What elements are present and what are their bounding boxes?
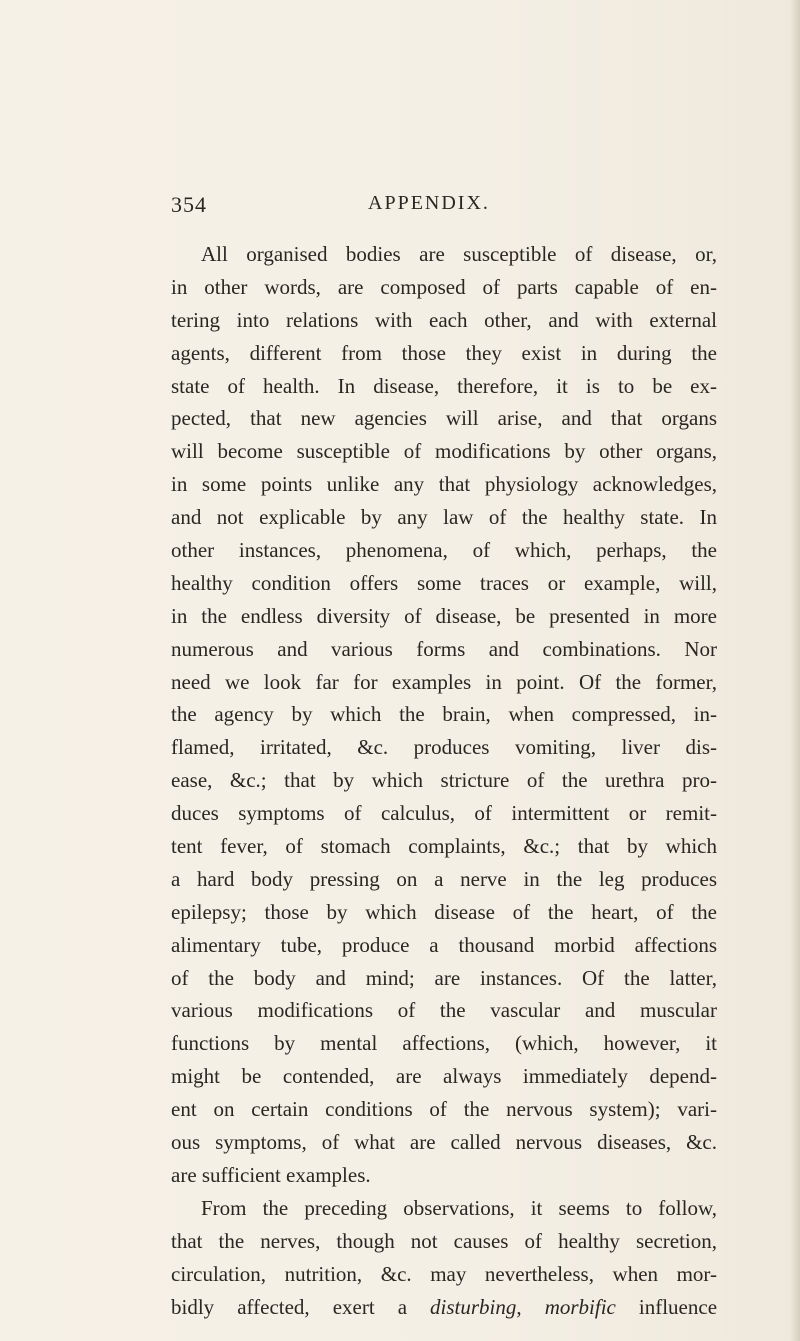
text-line: functions by mental affections, (which, however, it [171, 1031, 717, 1056]
text-line: are sufficient examples. [171, 1162, 371, 1187]
text-line: that the nerves, though not causes of healthy secretion, [171, 1228, 717, 1253]
page-number: 354 [171, 192, 207, 217]
text-line: might be contended, are always immediately depend- [171, 1064, 717, 1089]
page-header [171, 192, 717, 222]
text-line: All organised bodies are susceptible of disease, or, [201, 242, 717, 266]
text-line: pected, that new agencies will arise, and that organs [171, 406, 717, 431]
text-run: influence [615, 1294, 718, 1319]
text-line: flamed, irritated, &c. produces vomiting, liver dis- [171, 735, 717, 760]
italic-word-morbific: morbific [544, 1294, 616, 1319]
text-line: epilepsy; those by which disease of the heart, of the [171, 899, 717, 924]
text-line: in other words, are composed of parts capable of en- [171, 274, 717, 299]
text-line: and not explicable by any law of the healthy state. In [171, 505, 717, 530]
text-line: of the body and mind; are instances. Of the latter, [171, 965, 717, 990]
text-run: bidly affected, exert a [171, 1294, 431, 1319]
text-line: duces symptoms of calculus, of intermittent or remit- [171, 801, 717, 826]
text-line: ent on certain conditions of the nervous system); vari- [171, 1097, 717, 1122]
italic-word-disturbing: disturbing [430, 1294, 517, 1319]
text-line: state of health. In disease, therefore, it is to be ex- [171, 373, 717, 398]
text-line: agents, different from those they exist in during the [171, 340, 717, 365]
text-line: numerous and various forms and combinations. Nor [171, 636, 717, 661]
text-line-final [171, 1291, 717, 1324]
text-line: other instances, phenomena, of which, perhaps, the [171, 538, 717, 563]
page-edge-shadow [790, 0, 800, 1341]
text-run: , [516, 1294, 545, 1319]
text-line: need we look far for examples in point. Of the former, [171, 669, 717, 694]
running-head: APPENDIX. [368, 192, 490, 214]
text-line: the agency by which the brain, when compressed, in- [171, 702, 717, 727]
text-line: ease, &c.; that by which stricture of the urethra pro- [171, 768, 717, 793]
body-text [171, 238, 717, 1323]
text-line: healthy condition offers some traces or example, will, [171, 570, 717, 595]
text-line: a hard body pressing on a nerve in the leg produces [171, 866, 717, 891]
text-line: circulation, nutrition, &c. may nevertheless, when mor- [171, 1261, 717, 1286]
text-line: ous symptoms, of what are called nervous diseases, &c. [171, 1130, 717, 1155]
text-line: From the preceding observations, it seems to follow, [201, 1195, 717, 1220]
text-line: in the endless diversity of disease, be presented in more [171, 603, 717, 628]
text-line: tent fever, of stomach complaints, &c.; that by which [171, 834, 717, 859]
text-line: various modifications of the vascular and muscular [171, 998, 717, 1023]
text-line: alimentary tube, produce a thousand morbid affections [171, 932, 717, 957]
text-line: will become susceptible of modifications by other organs, [171, 439, 717, 464]
text-line: in some points unlike any that physiology acknowledges, [171, 472, 717, 497]
text-line: tering into relations with each other, and with external [171, 307, 717, 332]
